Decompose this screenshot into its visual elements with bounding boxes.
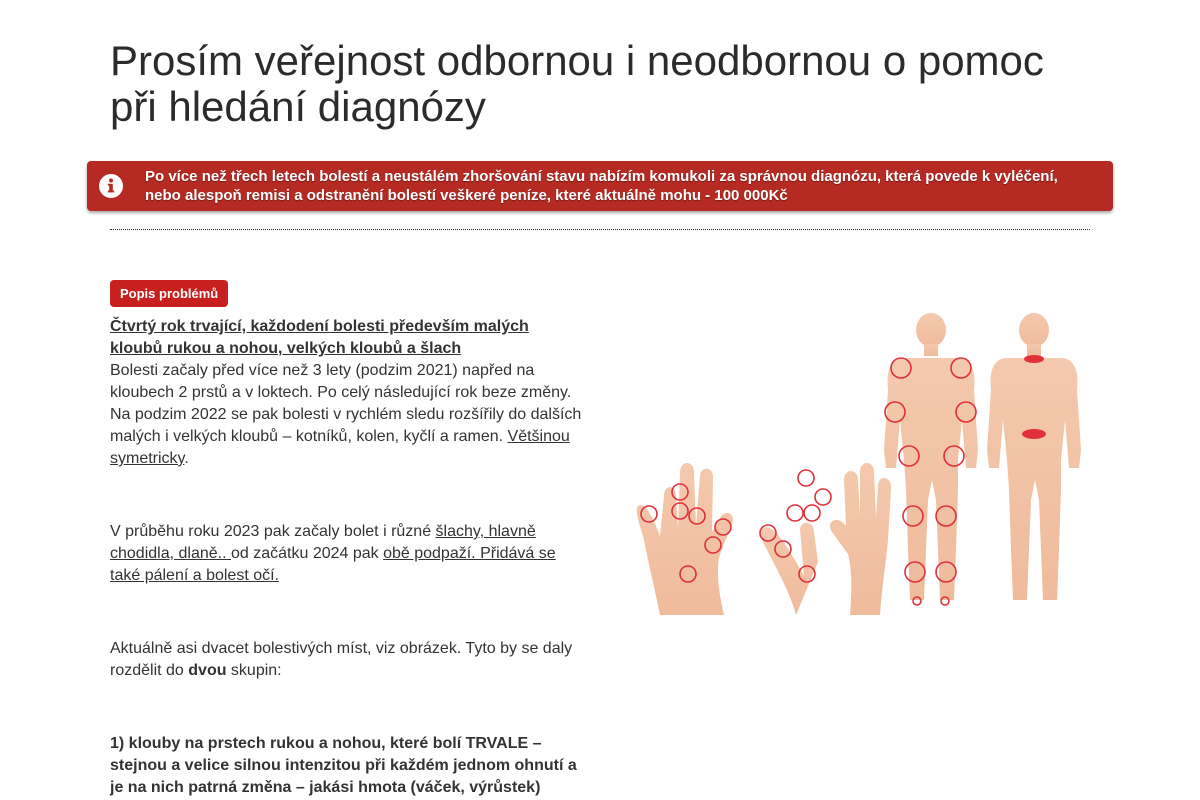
problem-heading: Čtvrtý rok trvající, každodení bolesti především malých kloubů rukou a nohou, velkých kloubů a šlach xyxy=(110,318,529,357)
right-hand-figure xyxy=(761,463,891,615)
pain-map-illustration xyxy=(620,300,1090,615)
paragraph-onset-text: Bolesti začaly před více než 3 lety (podzim 2021) napřed na kloubech 2 prstů a v loktech. Po celý následující rok beze změny. Na podzim 2022 se pak bolesti v rychlém sledu rozšířily do dalších malých i velkých kloubů – kotníků, kolen, kyčlí a ramen. xyxy=(110,362,582,445)
problem-description xyxy=(110,316,585,799)
armpits-link[interactable]: obě podpaží. Přidává se také pálení a bolest očí. xyxy=(110,545,556,584)
groups-text-end: skupin: xyxy=(226,662,282,679)
section-badge: Popis problémů xyxy=(110,280,228,307)
paragraph-onset xyxy=(110,360,585,470)
group-one-description: 1) klouby na prstech rukou a nohou, které bolí TRVALE – stejnou a velice silnou intenzitou při každém jednom ohnutí a je na nich patrná změna – jakási hmota (váček, výrůstek) xyxy=(110,735,577,796)
alert-text: Po více než třech letech bolestí a neustálém zhoršování stavu nabízím komukoli za správnou diagnózu, která povede k vyléčení, nebo alespoň remisi a odstranění bolestí veškeré peníze, které aktuálně mohu - 100 000Kč xyxy=(145,168,1058,204)
paragraph-progression xyxy=(110,521,585,587)
tendons-link[interactable]: šlachy, hlavně chodidla, dlaně.. xyxy=(110,523,536,562)
groups-count: dvou xyxy=(188,662,227,679)
info-icon xyxy=(99,174,123,198)
progression-text-start: V průběhu roku 2023 pak začaly bolet i různé xyxy=(110,523,436,540)
reward-alert xyxy=(87,161,1113,211)
page-title: Prosím veřejnost odbornou i neodbornou o pomoc při hledání diagnózy xyxy=(110,37,1044,130)
paragraph-onset-tail: . xyxy=(184,450,189,467)
progression-text-mid: od začátku 2024 pak xyxy=(230,545,384,562)
groups-text-start: Aktuálně asi dvacet bolestivých míst, viz obrázek. Tyto by se daly rozdělit do xyxy=(110,640,573,679)
paragraph-groups xyxy=(110,638,585,682)
section-divider xyxy=(110,229,1090,230)
symmetry-link[interactable]: Většinou symetricky xyxy=(110,428,570,467)
